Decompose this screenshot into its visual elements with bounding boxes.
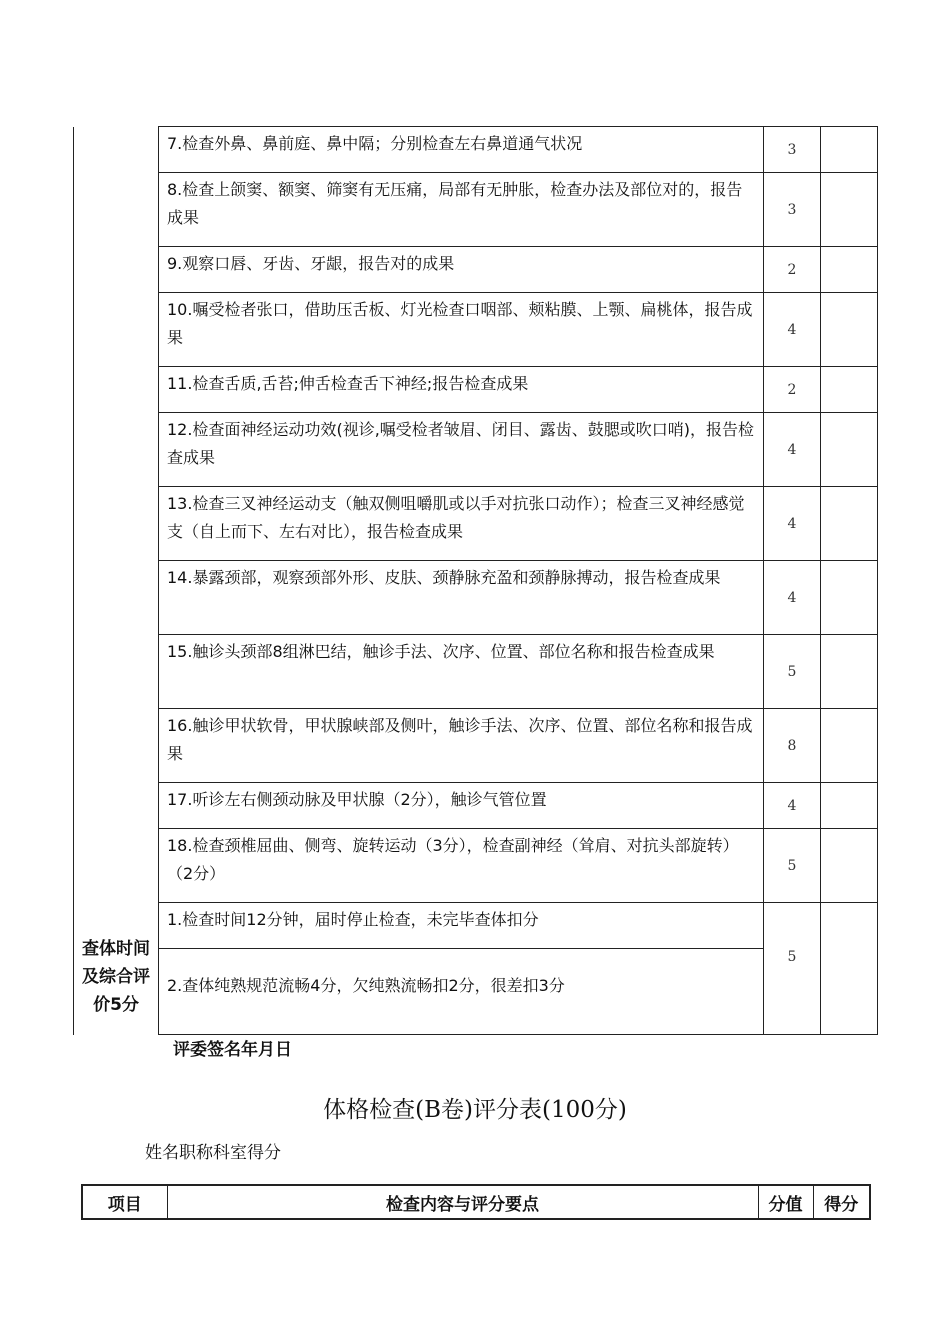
table-row: [74, 247, 878, 293]
table-row: [74, 709, 878, 783]
content-cell: 13.检查三叉神经运动支（触双侧咀嚼肌或以手对抗张口动作）；检查三叉神经感觉支（自上而下、左右对比），报告检查成果: [159, 487, 764, 561]
got-score-cell[interactable]: [821, 173, 878, 247]
header-got: 得分: [813, 1185, 870, 1219]
got-score-cell[interactable]: [821, 367, 878, 413]
table-row: [74, 903, 878, 949]
got-score-cell[interactable]: [821, 635, 878, 709]
score-cell: 4: [764, 783, 821, 829]
table-row: [74, 367, 878, 413]
scoring-table-continued: [73, 126, 878, 1035]
score-cell: 4: [764, 561, 821, 635]
header-row: [82, 1185, 870, 1219]
table-row: [74, 293, 878, 367]
content-cell: 2.查体纯熟规范流畅4分，欠纯熟流畅扣2分，很差扣3分: [159, 949, 764, 1035]
table-row: [74, 487, 878, 561]
content-cell: 16.触诊甲状软骨，甲状腺峡部及侧叶，触诊手法、次序、位置、部位名称和报告成果: [159, 709, 764, 783]
content-cell: 10.嘱受检者张口，借助压舌板、灯光检查口咽部、颊粘膜、上颚、扁桃体，报告成果: [159, 293, 764, 367]
content-cell: 9.观察口唇、牙齿、牙龈，报告对的成果: [159, 247, 764, 293]
score-cell: 3: [764, 127, 821, 173]
scoring-table-header: [81, 1184, 871, 1220]
table-row: [74, 173, 878, 247]
section-label: 查体时间及综合评价5分: [74, 903, 159, 1035]
got-score-cell[interactable]: [821, 293, 878, 367]
item-cell-blank: [74, 127, 159, 903]
score-cell: 3: [764, 173, 821, 247]
got-score-cell[interactable]: [821, 903, 878, 1035]
content-cell: 17.听诊左右侧颈动脉及甲状腺（2分），触诊气管位置: [159, 783, 764, 829]
table-row: [74, 783, 878, 829]
score-cell: 5: [764, 635, 821, 709]
got-score-cell[interactable]: [821, 413, 878, 487]
got-score-cell[interactable]: [821, 783, 878, 829]
got-score-cell[interactable]: [821, 709, 878, 783]
content-cell: 1.检查时间12分钟，届时停止检查，未完毕查体扣分: [159, 903, 764, 949]
judge-signature-line: 评委签名年月日: [173, 1040, 292, 1060]
score-cell: 5: [764, 829, 821, 903]
content-cell: 11.检查舌质,舌苔;伸舌检查舌下神经;报告检查成果: [159, 367, 764, 413]
table-row: [74, 561, 878, 635]
table-row: [74, 127, 878, 173]
header-score: 分值: [758, 1185, 813, 1219]
got-score-cell[interactable]: [821, 561, 878, 635]
got-score-cell[interactable]: [821, 247, 878, 293]
page-title: 体格检查(B卷)评分表(100分): [323, 1097, 627, 1123]
score-cell: 4: [764, 293, 821, 367]
content-cell: 14.暴露颈部，观察颈部外形、皮肤、颈静脉充盈和颈静脉搏动，报告检查成果: [159, 561, 764, 635]
score-cell: 4: [764, 413, 821, 487]
header-item: 项目: [82, 1185, 167, 1219]
candidate-info-line: 姓名职称科室得分: [145, 1143, 281, 1163]
got-score-cell[interactable]: [821, 829, 878, 903]
content-cell: 8.检查上颌窦、额窦、筛窦有无压痛，局部有无肿胀，检查办法及部位对的，报告成果: [159, 173, 764, 247]
table-row: [74, 413, 878, 487]
table-row: [74, 949, 878, 1035]
table-row: [74, 829, 878, 903]
table-row: [74, 635, 878, 709]
got-score-cell[interactable]: [821, 127, 878, 173]
score-cell: 2: [764, 247, 821, 293]
got-score-cell[interactable]: [821, 487, 878, 561]
content-cell: 15.触诊头颈部8组淋巴结，触诊手法、次序、位置、部位名称和报告检查成果: [159, 635, 764, 709]
header-content: 检查内容与评分要点: [167, 1185, 758, 1219]
score-cell: 8: [764, 709, 821, 783]
score-cell: 2: [764, 367, 821, 413]
score-cell: 5: [764, 903, 821, 1035]
content-cell: 7.检查外鼻、鼻前庭、鼻中隔；分别检查左右鼻道通气状况: [159, 127, 764, 173]
content-cell: 18.检查颈椎屈曲、侧弯、旋转运动（3分），检查副神经（耸肩、对抗头部旋转）（2分）: [159, 829, 764, 903]
score-cell: 4: [764, 487, 821, 561]
content-cell: 12.检查面神经运动功效(视诊,嘱受检者皱眉、闭目、露齿、鼓腮或吹口哨)，报告检查成果: [159, 413, 764, 487]
scoring-table-body: [74, 127, 878, 1035]
